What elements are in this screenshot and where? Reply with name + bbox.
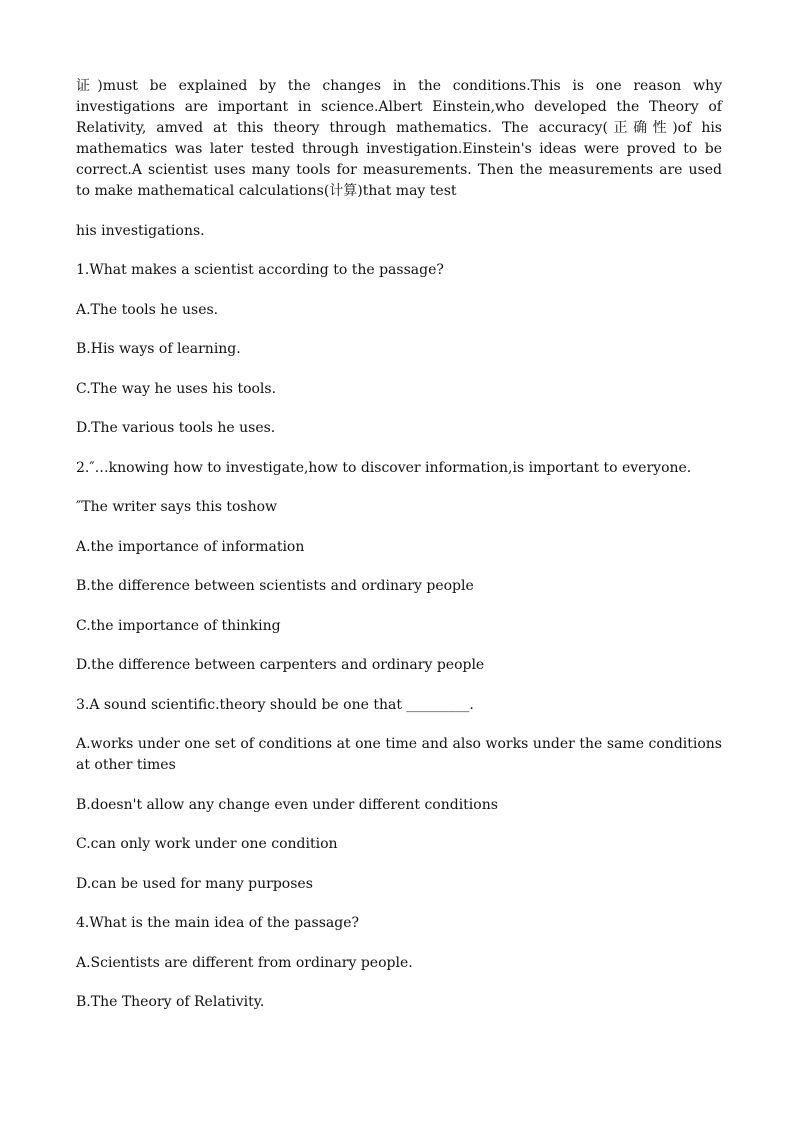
question-1-option-c: C.The way he uses his tools. (76, 380, 277, 397)
question-2-stem-continued: ″The writer says this toshow (76, 499, 278, 515)
question-4-stem: 4.What is the main idea of the passage? (76, 915, 359, 931)
passage-paragraph: 证)must be explained by the changes in the conditions.This is one reason why investigations are important in science.Albert Einstein,who developed the Theory of Relativity, amved at this theory through mathematics. The accuracy(正确性)of his mathematics was later tested through investigation.Einstein's ideas were proved to be correct.A scientist uses many tools for measurements. Then the measurements are used to make mathematical calculations(计算)that may test (76, 78, 722, 199)
document-page (76, 76, 722, 1032)
question-3-option-a: A.works under one set of conditions at one time and also works under the same conditions at other times (76, 736, 722, 773)
question-1-option-b: B.His ways of learning. (76, 341, 241, 357)
question-3-option-b: B.doesn't allow any change even under different conditions (76, 796, 498, 813)
passage-paragraph-end: his investigations. (76, 222, 205, 239)
question-2-stem: 2.″…knowing how to investigate,how to discover information,is important to everyone. (76, 459, 692, 476)
question-2-option-c: C.the importance of thinking (76, 617, 281, 634)
question-3-option-d: D.can be used for many purposes (76, 875, 313, 892)
question-4-option-a: A.Scientists are different from ordinary people. (76, 954, 413, 971)
question-2-option-b: B.the difference between scientists and ordinary people (76, 578, 474, 594)
question-3-stem: 3.A sound scientific.theory should be one that _________. (76, 696, 474, 713)
question-1-option-a: A.The tools he uses. (76, 301, 219, 318)
question-4-option-b: B.The Theory of Relativity. (76, 994, 265, 1010)
question-2-option-d: D.the difference between carpenters and ordinary people (76, 657, 485, 673)
question-1-option-d: D.The various tools he uses. (76, 420, 276, 436)
question-3-option-c: C.can only work under one condition (76, 836, 338, 852)
question-2-option-a: A.the importance of information (76, 538, 305, 555)
question-1-stem: 1.What makes a scientist according to the passage? (76, 262, 444, 278)
